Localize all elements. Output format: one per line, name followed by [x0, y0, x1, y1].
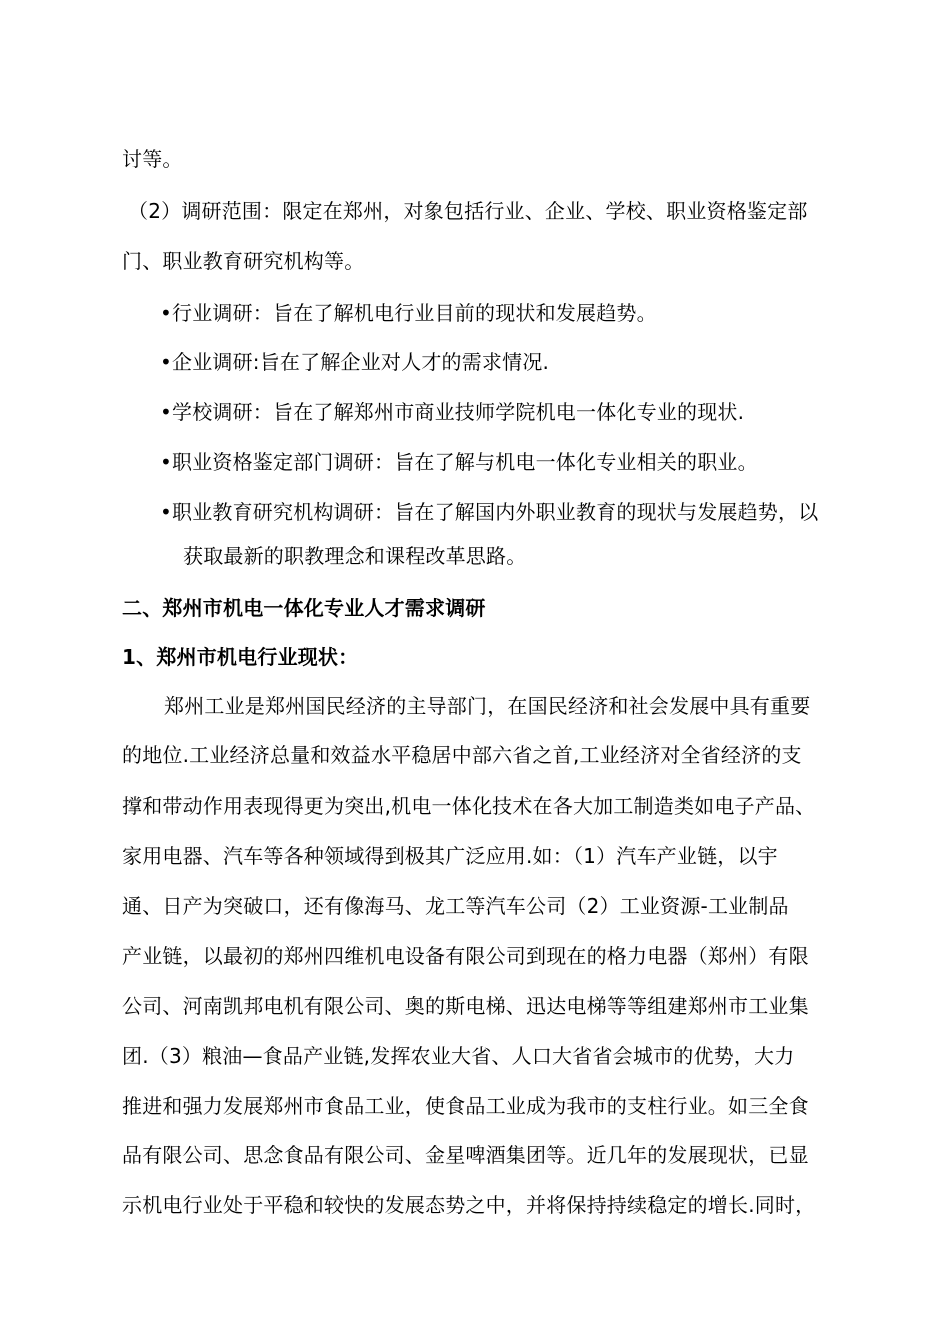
paragraph-line: 推进和强力发展郑州市食品工业，使食品工业成为我市的支柱行业。如三全食: [122, 1094, 809, 1118]
paragraph-line: 的地位.工业经济总量和效益水平稳居中部六省之首,工业经济对全省经济的支: [122, 743, 802, 767]
bullet-item: •职业教育研究机构调研：旨在了解国内外职业教育的现状与发展趋势，以: [160, 500, 819, 524]
text-line: 门、职业教育研究机构等。: [122, 249, 365, 273]
paragraph-line: 公司、河南凯邦电机有限公司、奥的斯电梯、迅达电梯等等组建郑州市工业集: [122, 994, 809, 1018]
subsection-heading: 1、郑州市机电行业现状：: [122, 645, 359, 669]
paragraph-line: 通、日产为突破口，还有像海马、龙工等汽车公司（2）工业资源-工业制品: [122, 894, 789, 918]
text-line: （2）调研范围：限定在郑州，对象包括行业、企业、学校、职业资格鉴定部: [128, 199, 808, 223]
paragraph-line: 产业链，以最初的郑州四维机电设备有限公司到现在的格力电器（郑州）有限: [122, 944, 809, 968]
paragraph-line: 团.（3）粮油—食品产业链,发挥农业大省、人口大省省会城市的优势，大力: [122, 1044, 795, 1068]
bullet-item: •企业调研:旨在了解企业对人才的需求情况.: [160, 350, 550, 374]
section-heading: 二、郑州市机电一体化专业人才需求调研: [122, 596, 486, 620]
paragraph-line: 郑州工业是郑州国民经济的主导部门，在国民经济和社会发展中具有重要: [164, 694, 811, 718]
paragraph-line: 撑和带动作用表现得更为突出,机电一体化技术在各大加工制造类如电子产品、: [122, 794, 816, 818]
bullet-item: •行业调研：旨在了解机电行业目前的现状和发展趋势。: [160, 301, 657, 325]
paragraph-line: 家用电器、汽车等各种领域得到极其广泛应用.如：（1）汽车产业链，以宇: [122, 844, 778, 868]
bullet-item: •学校调研：旨在了解郑州市商业技师学院机电一体化专业的现状.: [160, 400, 745, 424]
paragraph-line: 品有限公司、思念食品有限公司、金星啤酒集团等。近几年的发展现状，已显: [122, 1143, 809, 1167]
paragraph-line: 示机电行业处于平稳和较快的发展态势之中，并将保持持续稳定的增长.同时，: [122, 1193, 816, 1217]
text-line: 获取最新的职教理念和课程改革思路。: [183, 544, 527, 568]
bullet-item: •职业资格鉴定部门调研：旨在了解与机电一体化专业相关的职业。: [160, 450, 758, 474]
text-line: 讨等。: [122, 147, 183, 171]
